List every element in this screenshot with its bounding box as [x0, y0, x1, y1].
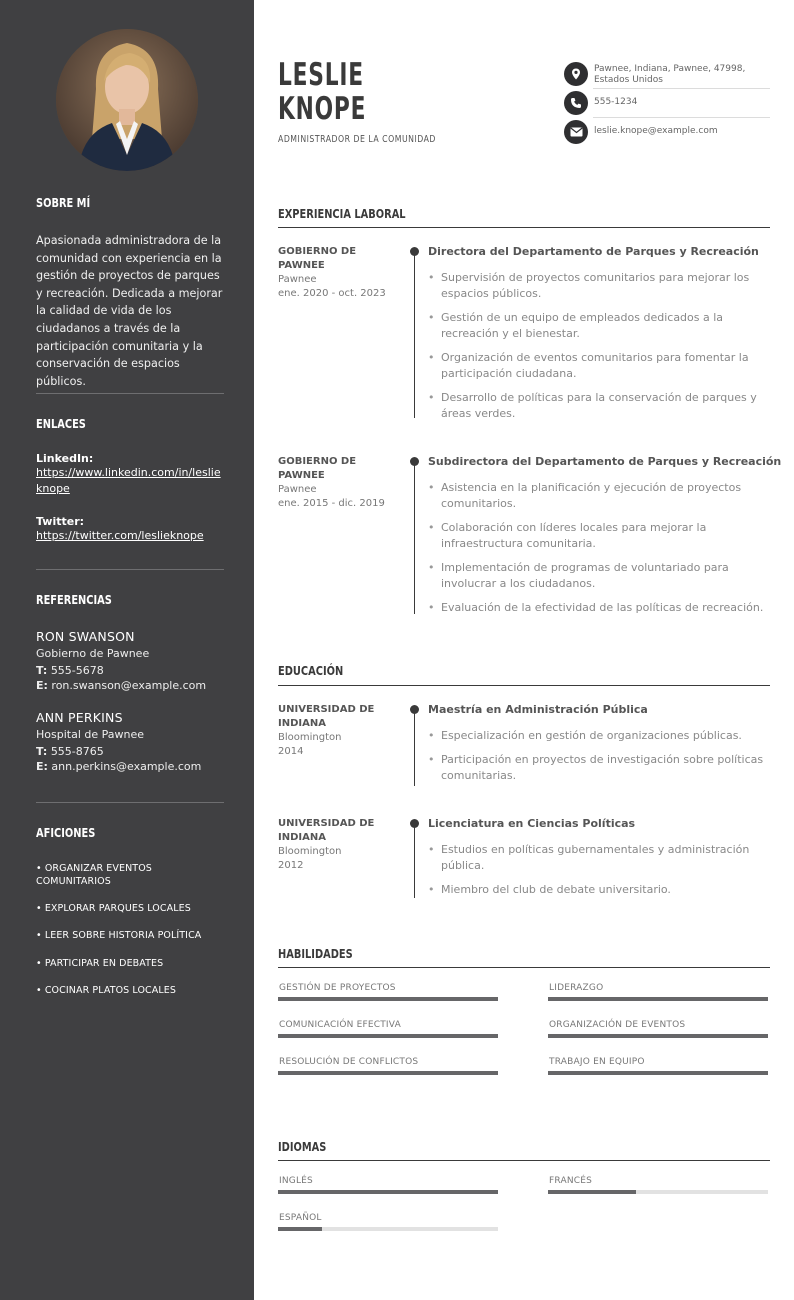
list-item: • Especialización en gestión de organizaciones públicas.	[428, 728, 773, 744]
institution: UNIVERSIDAD DE INDIANA	[278, 704, 375, 729]
skill-bar-fill	[548, 1071, 768, 1075]
experience-bullets	[428, 270, 773, 430]
hobbies-section	[36, 826, 224, 840]
phone-prefix: T:	[36, 745, 48, 758]
section-rule	[278, 227, 770, 228]
list-item: • Implementación de programas de voluntariado para involucrar a los ciudadanos.	[428, 560, 773, 592]
skill-bar-track	[548, 997, 768, 1001]
job-role: Directora del Departamento de Parques y Recreación	[428, 245, 759, 258]
skill-label: LIDERAZGO	[549, 983, 604, 993]
link-label: Twitter:	[36, 515, 85, 528]
organization: GOBIERNO DE PAWNEE	[278, 246, 357, 271]
about-body	[36, 232, 224, 390]
hobby-text: • EXPLORAR PARQUES LOCALES	[36, 903, 191, 914]
section-rule	[278, 967, 770, 968]
skill-bar-fill	[278, 1034, 498, 1038]
reference-phone	[36, 664, 224, 677]
first-name: LESLIE	[278, 57, 364, 93]
skill-item	[278, 1020, 498, 1038]
timeline-line	[414, 710, 415, 786]
skill-label: GESTIÓN DE PROYECTOS	[279, 983, 396, 993]
divider	[36, 569, 224, 570]
about-section	[36, 196, 224, 210]
section-rule	[278, 685, 770, 686]
contact-email	[564, 120, 770, 144]
reference-item	[36, 710, 224, 773]
skill-item	[548, 1057, 768, 1075]
section-rule	[278, 1160, 770, 1161]
last-name: KNOPE	[278, 91, 367, 127]
reference-phone	[36, 745, 224, 758]
contact-email-link[interactable]: leslie.knope@example.com	[594, 126, 718, 136]
skill-item	[278, 1057, 498, 1075]
reference-org: Hospital de Pawnee	[36, 728, 145, 741]
contact-address	[564, 62, 770, 86]
reference-phone-value: 555-8765	[50, 745, 104, 758]
language-bar-track	[278, 1227, 498, 1231]
date-range: 2012	[278, 860, 304, 871]
experience-bullets	[428, 480, 773, 624]
references-heading: REFERENCIAS	[36, 593, 112, 607]
timeline-line	[414, 462, 415, 614]
full-name	[278, 58, 366, 126]
hobby-item	[36, 957, 224, 970]
language-bar-fill	[548, 1190, 636, 1194]
reference-email-value: ann.perkins@example.com	[51, 760, 202, 773]
education-heading: EDUCACIÓN	[278, 664, 344, 678]
job-role: Subdirectora del Departamento de Parques y Recreación	[428, 455, 782, 468]
list-item: • Participación en proyectos de investigación sobre políticas comunitarias.	[428, 752, 773, 784]
list-item: • Estudios en políticas gubernamentales y administración pública.	[428, 842, 773, 874]
email-icon	[564, 120, 588, 144]
list-item: • Desarrollo de políticas para la conservación de parques y áreas verdes.	[428, 390, 773, 422]
skill-item	[278, 983, 498, 1001]
reference-phone-value: 555-5678	[50, 664, 104, 677]
contact-address-text: Pawnee, Indiana, Pawnee, 47998, Estados Unidos	[594, 64, 746, 85]
hobby-text: • COCINAR PLATOS LOCALES	[36, 985, 177, 996]
hobby-item	[36, 929, 224, 942]
about-text: Apasionada administradora de la comunidad con experiencia en la gestión de proyectos de parques y recreación. Dedicada a mejorar la calidad de vida de los ciudadanos a través de la participación comunitaria y la conservación de espacios públicos.	[36, 234, 223, 388]
skill-bar-track	[278, 1071, 498, 1075]
profile-photo	[56, 29, 198, 171]
skill-bar-fill	[548, 1034, 768, 1038]
divider	[36, 802, 224, 803]
languages-heading: IDIOMAS	[278, 1140, 327, 1154]
hobby-item	[36, 902, 224, 915]
hobby-item	[36, 862, 224, 888]
skill-label: ORGANIZACIÓN DE EVENTOS	[549, 1020, 686, 1030]
timeline-line	[414, 824, 415, 898]
skill-bar-fill	[548, 997, 768, 1001]
location: Pawnee	[278, 484, 317, 495]
skill-bar-fill	[278, 997, 498, 1001]
language-item	[278, 1176, 498, 1194]
twitter-link[interactable]: https://twitter.com/leslieknope	[36, 529, 204, 542]
reference-org: Gobierno de Pawnee	[36, 647, 150, 660]
skill-label: COMUNICACIÓN EFECTIVA	[279, 1020, 401, 1030]
email-prefix: E:	[36, 760, 48, 773]
list-item: • Supervisión de proyectos comunitarios para mejorar los espacios públicos.	[428, 270, 773, 302]
sidebar	[0, 0, 254, 1300]
location-pin-icon	[564, 62, 588, 86]
list-item: • Asistencia en la planificación y ejecución de proyectos comunitarios.	[428, 480, 773, 512]
links-section	[36, 417, 224, 431]
skills-heading: HABILIDADES	[278, 947, 353, 961]
phone-prefix: T:	[36, 664, 48, 677]
education-entry-meta	[278, 817, 388, 873]
hobbies-heading: AFICIONES	[36, 826, 96, 840]
experience-entry-meta	[278, 455, 388, 511]
education-entry-meta	[278, 703, 388, 759]
date-range: ene. 2015 - dic. 2019	[278, 498, 385, 509]
job-title: ADMINISTRADOR DE LA COMUNIDAD	[278, 134, 436, 145]
references-section	[36, 593, 224, 607]
hobby-text: • LEER SOBRE HISTORIA POLÍTICA	[36, 930, 202, 941]
language-item	[278, 1213, 498, 1231]
language-bar-fill	[278, 1190, 498, 1194]
language-bar-track	[548, 1190, 768, 1194]
main-content	[254, 0, 794, 1300]
hobby-text: • ORGANIZAR EVENTOS COMUNITARIOS	[36, 863, 152, 887]
language-label: FRANCÉS	[549, 1176, 593, 1186]
reference-item	[36, 629, 224, 692]
skill-bar-track	[278, 997, 498, 1001]
skill-bar-track	[548, 1071, 768, 1075]
contact-phone-text: 555-1234	[594, 97, 638, 107]
organization: GOBIERNO DE PAWNEE	[278, 456, 357, 481]
timeline-dot	[410, 705, 419, 714]
linkedin-link[interactable]: https://www.linkedin.com/in/leslieknope	[36, 466, 221, 495]
degree: Maestría en Administración Pública	[428, 703, 648, 716]
list-item: • Evaluación de la efectividad de las políticas de recreación.	[428, 600, 773, 616]
location: Bloomington	[278, 732, 342, 743]
education-bullets	[428, 842, 773, 906]
experience-entry-meta	[278, 245, 388, 301]
list-item: • Organización de eventos comunitarios para fomentar la participación ciudadana.	[428, 350, 773, 382]
education-bullets	[428, 728, 773, 792]
reference-email-value: ron.swanson@example.com	[51, 679, 207, 692]
experience-heading: EXPERIENCIA LABORAL	[278, 207, 406, 221]
location: Pawnee	[278, 274, 317, 285]
link-linkedin	[36, 452, 224, 497]
divider	[593, 117, 770, 118]
timeline-dot	[410, 247, 419, 256]
link-label: LinkedIn:	[36, 452, 94, 465]
skill-item	[548, 983, 768, 1001]
date-range: ene. 2020 - oct. 2023	[278, 288, 386, 299]
skill-label: RESOLUCIÓN DE CONFLICTOS	[279, 1057, 419, 1067]
language-item	[548, 1176, 768, 1194]
hobby-text: • PARTICIPAR EN DEBATES	[36, 958, 164, 969]
reference-name: RON SWANSON	[36, 629, 135, 644]
language-label: INGLÉS	[279, 1176, 313, 1186]
email-prefix: E:	[36, 679, 48, 692]
about-heading: SOBRE MÍ	[36, 196, 91, 210]
date-range: 2014	[278, 746, 304, 757]
links-heading: ENLACES	[36, 417, 86, 431]
skill-bar-track	[278, 1034, 498, 1038]
reference-email	[36, 679, 224, 692]
divider	[593, 88, 770, 89]
timeline-line	[414, 252, 415, 418]
language-label: ESPAÑOL	[279, 1213, 322, 1223]
list-item: • Miembro del club de debate universitario.	[428, 882, 773, 898]
skill-item	[548, 1020, 768, 1038]
language-bar-track	[278, 1190, 498, 1194]
hobby-item	[36, 984, 224, 997]
phone-icon	[564, 91, 588, 115]
location: Bloomington	[278, 846, 342, 857]
reference-email	[36, 760, 224, 773]
skill-label: TRABAJO EN EQUIPO	[549, 1057, 645, 1067]
institution: UNIVERSIDAD DE INDIANA	[278, 818, 375, 843]
reference-name: ANN PERKINS	[36, 710, 123, 725]
language-bar-fill	[278, 1227, 322, 1231]
contact-phone	[564, 91, 770, 115]
degree: Licenciatura en Ciencias Políticas	[428, 817, 636, 830]
link-twitter	[36, 515, 224, 544]
list-item: • Colaboración con líderes locales para mejorar la infraestructura comunitaria.	[428, 520, 773, 552]
timeline-dot	[410, 457, 419, 466]
timeline-dot	[410, 819, 419, 828]
skill-bar-track	[548, 1034, 768, 1038]
list-item: • Gestión de un equipo de empleados dedicados a la recreación y el bienestar.	[428, 310, 773, 342]
skill-bar-fill	[278, 1071, 498, 1075]
divider	[36, 393, 224, 394]
